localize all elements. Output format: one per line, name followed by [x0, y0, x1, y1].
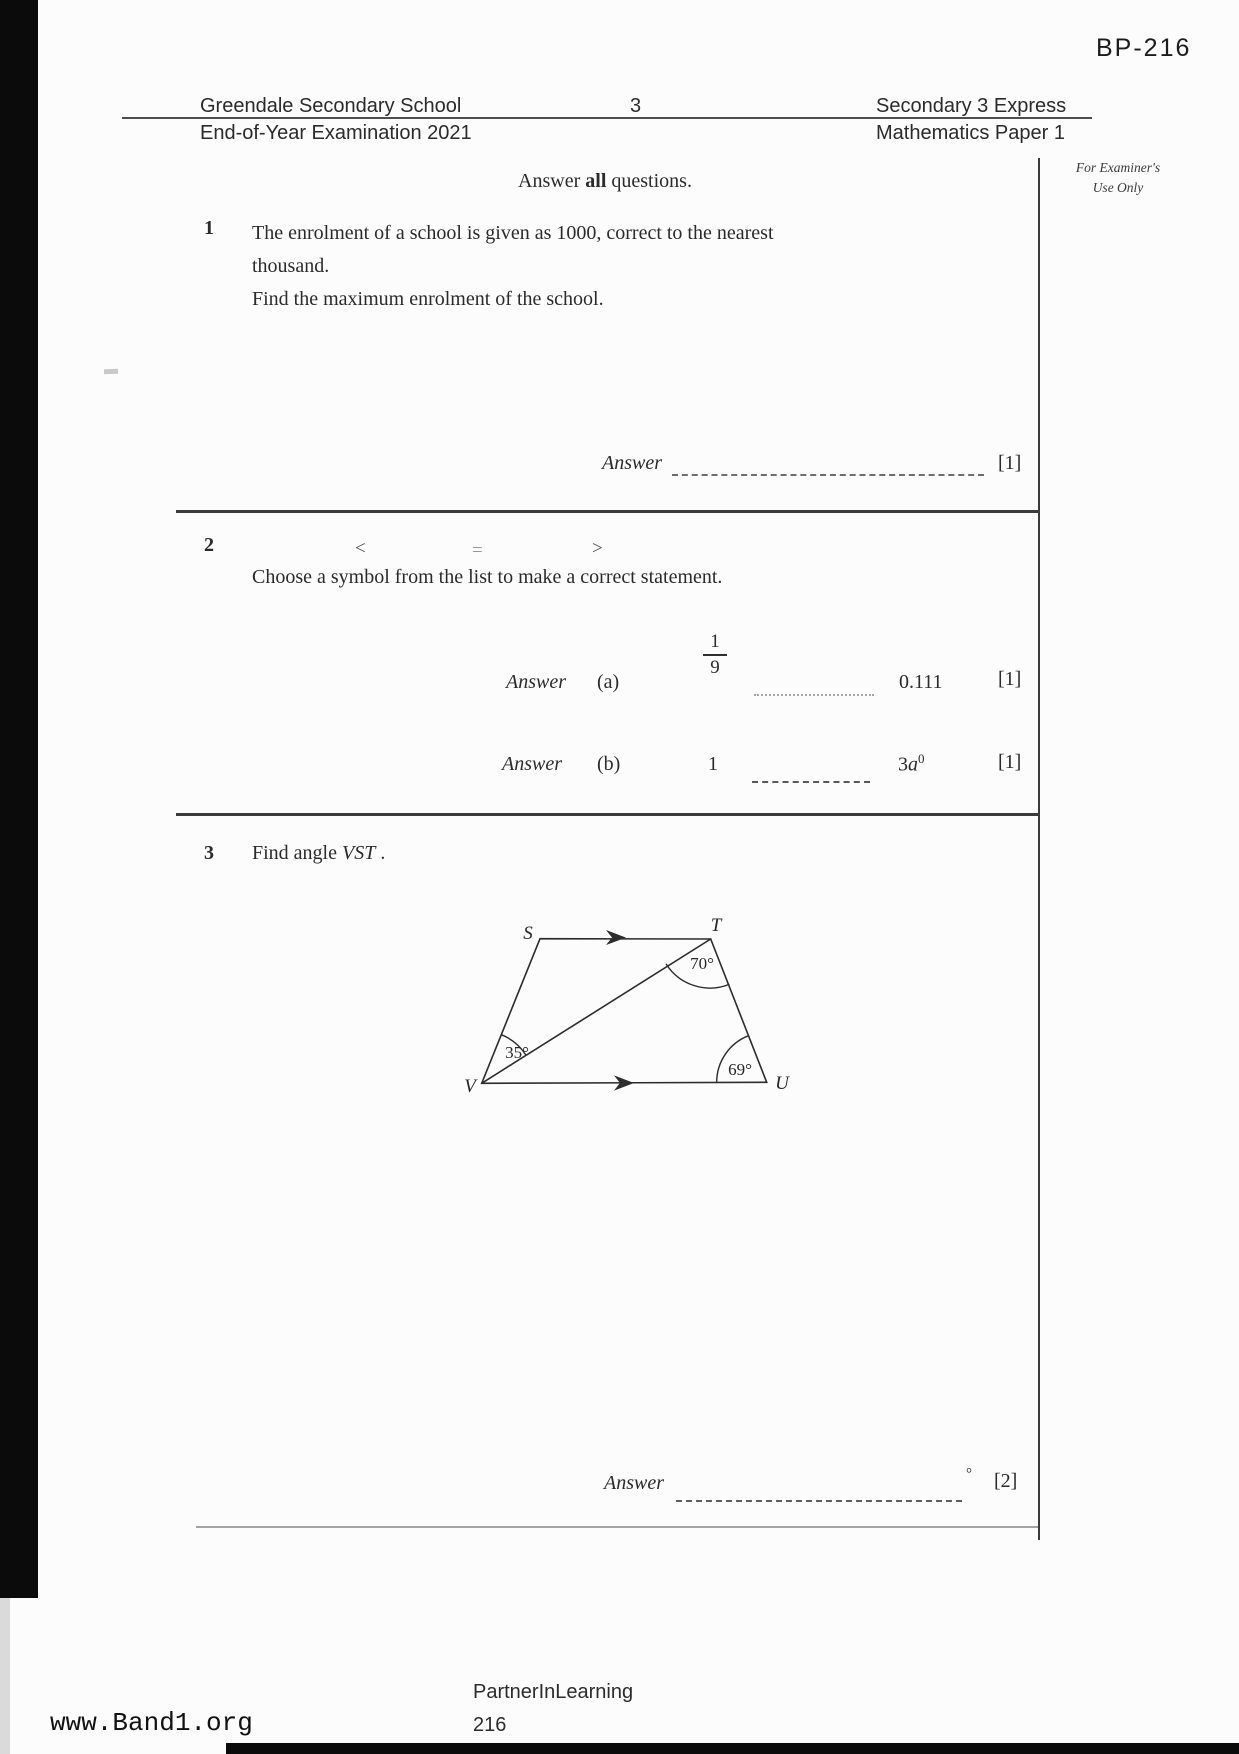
bp-code-stamp: BP-216 — [1096, 34, 1192, 62]
page-number: 3 — [630, 95, 642, 117]
examiner-use-note — [1042, 158, 1194, 198]
instructions-pre: Answer — [518, 170, 586, 192]
paper-title: Mathematics Paper 1 — [876, 122, 1065, 144]
q3-degree-mark: ° — [966, 1466, 972, 1482]
q1-line1: The enrolment of a school is given as 1000, correct to the nearest — [252, 222, 774, 244]
q2b-right-var: a — [908, 753, 918, 776]
angle-label-u: 69° — [728, 1060, 752, 1079]
question-divider-1 — [176, 510, 1040, 513]
q2-number: 2 — [204, 534, 214, 556]
q2-symbol-greater-than: > — [592, 538, 603, 559]
q2a-part-label: (a) — [597, 671, 620, 693]
scan-black-bar-left — [0, 0, 38, 1598]
q2b-answer-label: Answer — [502, 753, 562, 775]
q3-prompt-post: . — [375, 842, 386, 864]
q3-answer-blank — [676, 1472, 962, 1502]
q2a-answer-blank — [754, 671, 874, 696]
q1-number: 1 — [204, 217, 214, 239]
q1-text — [252, 217, 912, 316]
footer-partner-text: PartnerInLearning — [473, 1681, 634, 1703]
q3-trapezium-diagram — [420, 880, 820, 1115]
header-rule — [122, 117, 1092, 119]
q2-symbol-less-than: < — [355, 538, 366, 559]
exam-level: Secondary 3 Express — [876, 95, 1067, 117]
q3-prompt-pre: Find angle — [252, 842, 342, 864]
examiner-note-line2: Use Only — [1092, 180, 1144, 195]
school-name: Greendale Secondary School — [200, 95, 462, 117]
q2a-answer-label: Answer — [506, 671, 566, 693]
instructions-emphasis: all — [585, 170, 607, 192]
q2b-part-label: (b) — [597, 753, 621, 775]
instructions — [405, 170, 805, 193]
scan-black-bar-bottom — [226, 1743, 1239, 1754]
q2a-fraction-bar — [703, 654, 727, 656]
q2-symbol-equals: = — [472, 540, 483, 561]
vertex-label-v: V — [464, 1076, 476, 1097]
q2-prompt: Choose a symbol from the list to make a correct statement. — [252, 566, 723, 588]
q3-prompt-angle-name: VST — [342, 842, 376, 864]
q3-prompt — [252, 842, 385, 865]
q2b-right-expression — [898, 751, 925, 777]
q1-line2: thousand. — [252, 255, 330, 277]
q3-marks: [2] — [994, 1470, 1018, 1492]
q2a-fraction — [700, 631, 730, 679]
examiner-note-line1: For Examiner's — [1075, 160, 1161, 175]
footer-page-ref: 216 — [473, 1714, 507, 1736]
q3-answer-label: Answer — [604, 1472, 664, 1494]
footer-watermark: www.Band1.org — [50, 1708, 253, 1738]
vertex-label-u: U — [775, 1073, 789, 1094]
q2b-right-exponent: 0 — [918, 751, 925, 766]
q2a-marks: [1] — [998, 668, 1022, 690]
q1-line3: Find the maximum enrolment of the school. — [252, 288, 604, 310]
scan-edge-shadow — [0, 1598, 10, 1754]
vertex-label-t: T — [710, 915, 722, 936]
instructions-post: questions. — [606, 170, 692, 192]
examiner-column-rule — [1038, 158, 1040, 1540]
angle-label-t: 70° — [690, 954, 714, 973]
q1-answer-label: Answer — [602, 452, 662, 474]
vertex-label-s: S — [523, 923, 533, 944]
question-divider-2 — [176, 813, 1040, 816]
q2a-compare-value: 0.111 — [899, 671, 943, 693]
q2b-left-value: 1 — [708, 753, 718, 775]
q2a-fraction-numerator: 1 — [710, 631, 720, 652]
exam-title: End-of-Year Examination 2021 — [200, 122, 472, 144]
q1-marks: [1] — [998, 452, 1022, 474]
question-divider-3 — [196, 1526, 1038, 1528]
q3-number: 3 — [204, 842, 214, 864]
q2b-marks: [1] — [998, 751, 1022, 773]
q2b-right-coeff: 3 — [898, 753, 908, 776]
angle-label-v: 35° — [505, 1043, 529, 1062]
scan-artifact-dash — [104, 369, 118, 374]
q1-answer-blank — [672, 452, 984, 476]
parallel-arrow-st — [606, 930, 626, 945]
q2a-fraction-denominator: 9 — [710, 657, 720, 678]
q2b-answer-blank — [752, 753, 870, 783]
